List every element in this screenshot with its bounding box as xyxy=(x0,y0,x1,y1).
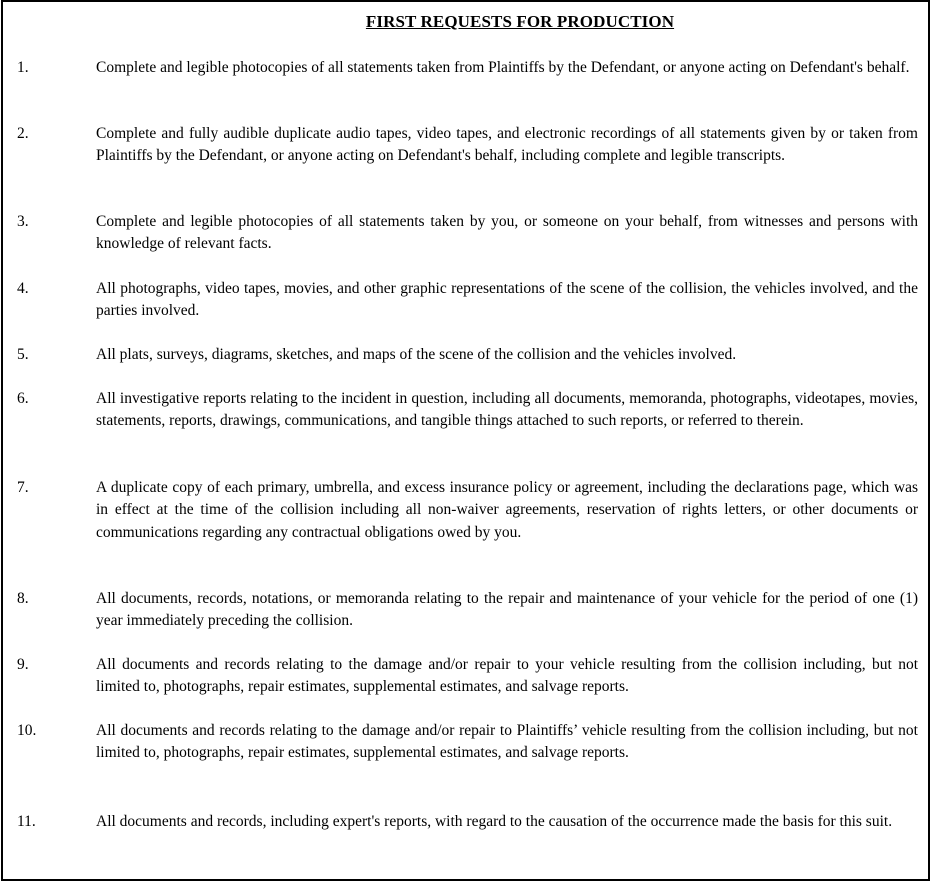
request-text: All documents and records, including expert's reports, with regard to the causation of the occurrence made the basis for this suit. xyxy=(96,813,893,830)
request-text: Complete and legible photocopies of all statements taken by you, or someone on your behalf, from witnesses and persons with knowledge of relevant facts. xyxy=(96,213,918,253)
request-text: Complete and fully audible duplicate audio tapes, video tapes, and electronic recordings of all statements given by or taken from Plaintiffs by the Defendant, or anyone acting on Defendant's behalf, including complete and legible transcripts. xyxy=(96,125,918,165)
request-number: 7. xyxy=(17,479,29,496)
request-text: All documents, records, notations, or memoranda relating to the repair and maintenance of your vehicle for the period of one (1) year immediately preceding the collision. xyxy=(96,590,918,630)
request-number: 3. xyxy=(17,213,29,230)
request-number: 6. xyxy=(17,390,29,407)
request-text: All photographs, video tapes, movies, and other graphic representations of the scene of the collision, the vehicles involved, and the parties involved. xyxy=(96,280,918,320)
request-text: Complete and legible photocopies of all statements taken from Plaintiffs by the Defendant, or anyone acting on Defendant's behalf. xyxy=(96,59,910,76)
request-text: All plats, surveys, diagrams, sketches, and maps of the scene of the collision and the vehicles involved. xyxy=(96,346,737,363)
request-number: 2. xyxy=(17,125,29,142)
request-number: 11. xyxy=(17,813,36,830)
request-number: 8. xyxy=(17,590,29,607)
request-text: All investigative reports relating to the incident in question, including all documents, memoranda, photographs, videotapes, movies, statements, reports, drawings, communications, and tangible things attached to such reports, or referred to therein. xyxy=(96,390,918,430)
request-number: 4. xyxy=(17,280,29,297)
request-number: 1. xyxy=(17,59,29,76)
request-number: 5. xyxy=(17,346,29,363)
request-text: All documents and records relating to the damage and/or repair to your vehicle resulting from the collision including, but not limited to, photographs, repair estimates, supplemental estimates, and salvage reports. xyxy=(96,656,918,696)
request-number: 10. xyxy=(17,722,37,739)
document-title: FIRST REQUESTS FOR PRODUCTION xyxy=(365,12,675,31)
request-text: A duplicate copy of each primary, umbrella, and excess insurance policy or agreement, including the declarations page, which was in effect at the time of the collision including all non-waiver agreements, reservation of rights letters, or other documents or communications regarding any contractual obligations owed by you. xyxy=(96,479,918,541)
request-number: 9. xyxy=(17,656,29,673)
request-text: All documents and records relating to the damage and/or repair to Plaintiffs’ vehicle resulting from the collision including, but not limited to, photographs, repair estimates, supplemental estimates, and salvage reports. xyxy=(96,722,918,762)
